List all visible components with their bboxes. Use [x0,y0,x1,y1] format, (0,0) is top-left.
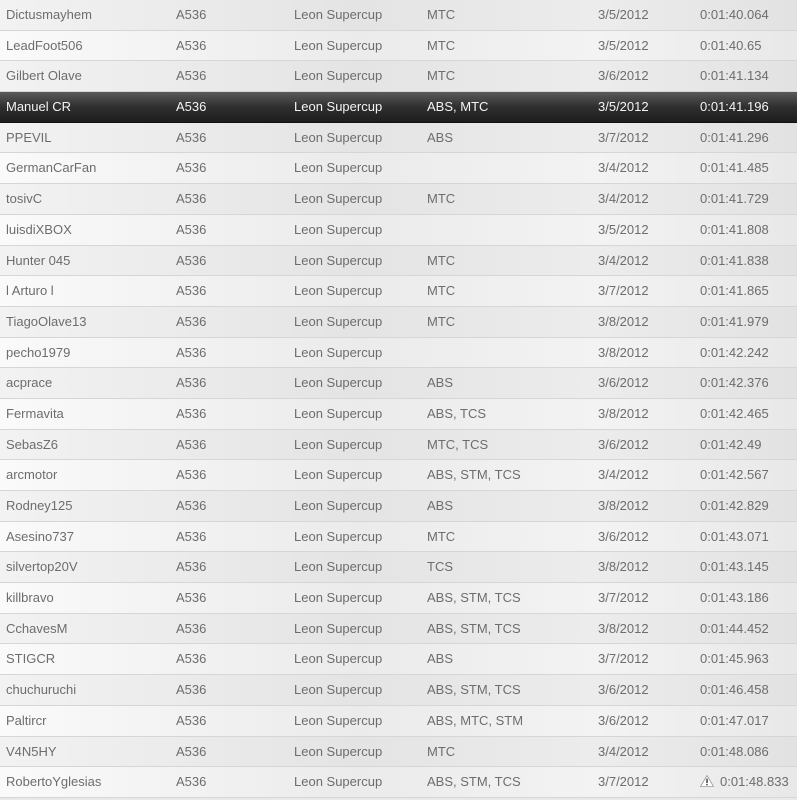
track-name: Leon Supercup [294,191,383,207]
player-name: Gilbert Olave [6,68,82,84]
track-name: Leon Supercup [294,405,383,421]
car-class: A536 [176,68,207,84]
car-class: A536 [176,99,207,115]
table-row[interactable] [0,706,797,737]
assists: MTC [427,252,456,268]
table-row[interactable] [0,123,797,154]
warning-icon [700,775,714,787]
table-row[interactable] [0,246,797,277]
track-name: Leon Supercup [294,99,383,115]
table-row[interactable] [0,491,797,522]
assists: ABS, STM, TCS [427,682,521,698]
player-name: STIGCR [6,651,56,667]
lap-time: 0:01:42.376 [700,375,769,391]
player-name: PPEVIL [6,129,52,145]
lap-date: 3/6/2012 [598,528,649,544]
car-class: A536 [176,283,207,299]
table-row[interactable] [0,737,797,768]
lap-date: 3/6/2012 [598,682,649,698]
assists: ABS, MTC [427,99,489,115]
lap-time: 0:01:42.242 [700,344,769,360]
car-class: A536 [176,37,207,53]
lap-time: 0:01:43.186 [700,590,769,606]
player-name: chuchuruchi [6,682,77,698]
lap-date: 3/6/2012 [598,68,649,84]
lap-time: 0:01:42.49 [700,436,762,452]
player-name: acprace [6,375,53,391]
player-name: Dictusmayhem [6,7,92,22]
player-name: silvertop20V [6,559,78,575]
car-class: A536 [176,528,207,544]
player-name: LeadFoot506 [6,37,83,53]
lap-time [700,767,797,797]
assists: ABS [427,651,454,667]
lap-time: 0:01:42.567 [700,467,769,483]
track-name: Leon Supercup [294,129,383,145]
player-name: SebasZ6 [6,436,59,452]
player-name: Paltircr [6,712,47,728]
track-name: Leon Supercup [294,344,383,360]
table-row[interactable] [0,399,797,430]
track-name: Leon Supercup [294,37,383,53]
assists: TCS [427,559,453,575]
lap-time: 0:01:41.196 [700,99,769,115]
assists: ABS, STM, TCS [427,467,521,483]
table-row[interactable] [0,0,797,31]
lap-date: 3/6/2012 [598,436,649,452]
track-name: Leon Supercup [294,682,383,698]
track-name: Leon Supercup [294,712,383,728]
lap-time-value: 0:01:48.833 [720,774,789,790]
player-name: arcmotor [6,467,58,483]
lap-time: 0:01:40.064 [700,7,769,22]
lap-date: 3/5/2012 [598,99,649,115]
car-class: A536 [176,160,207,176]
track-name: Leon Supercup [294,375,383,391]
track-name: Leon Supercup [294,252,383,268]
assists: MTC [427,528,456,544]
track-name: Leon Supercup [294,283,383,299]
lap-date: 3/6/2012 [598,375,649,391]
car-class: A536 [176,7,207,22]
car-class: A536 [176,344,207,360]
track-name: Leon Supercup [294,774,383,790]
car-class: A536 [176,313,207,329]
lap-date: 3/4/2012 [598,252,649,268]
lap-time: 0:01:42.829 [700,498,769,513]
assists: MTC [427,283,456,299]
lap-time: 0:01:41.134 [700,68,769,84]
assists: ABS [427,129,454,145]
track-name: Leon Supercup [294,68,383,84]
car-class: A536 [176,221,207,237]
assists: MTC [427,7,456,22]
lap-time: 0:01:41.296 [700,129,769,145]
assists: ABS, STM, TCS [427,774,521,790]
lap-time: 0:01:42.465 [700,405,769,421]
car-class: A536 [176,682,207,698]
table-row[interactable] [0,31,797,62]
lap-date: 3/5/2012 [598,7,649,22]
lap-date: 3/8/2012 [598,344,649,360]
lap-date: 3/7/2012 [598,590,649,606]
lap-time: 0:01:43.145 [700,559,769,575]
table-row[interactable] [0,460,797,491]
assists: ABS, STM, TCS [427,620,521,636]
track-name: Leon Supercup [294,559,383,575]
car-class: A536 [176,712,207,728]
car-class: A536 [176,405,207,421]
lap-time: 0:01:48.086 [700,743,769,759]
assists: ABS [427,498,454,513]
car-class: A536 [176,436,207,452]
lap-date: 3/8/2012 [598,620,649,636]
lap-date: 3/4/2012 [598,467,649,483]
track-name: Leon Supercup [294,436,383,452]
table-row[interactable] [0,92,797,123]
player-name: Hunter 045 [6,252,71,268]
lap-time: 0:01:41.865 [700,283,769,299]
table-row[interactable] [0,368,797,399]
car-class: A536 [176,252,207,268]
table-row[interactable] [0,644,797,675]
lap-time: 0:01:47.017 [700,712,769,728]
assists: ABS, MTC, STM [427,712,524,728]
lap-date: 3/8/2012 [598,313,649,329]
assists [427,215,587,245]
track-name: Leon Supercup [294,498,383,513]
lap-date: 3/8/2012 [598,405,649,421]
car-class: A536 [176,590,207,606]
lap-time: 0:01:43.071 [700,528,769,544]
car-class: A536 [176,651,207,667]
lap-date: 3/6/2012 [598,712,649,728]
lap-date: 3/8/2012 [598,559,649,575]
assists: ABS, STM, TCS [427,590,521,606]
track-name: Leon Supercup [294,7,383,22]
player-name: l Arturo l [6,283,54,299]
assists: MTC [427,313,456,329]
track-name: Leon Supercup [294,313,383,329]
car-class: A536 [176,129,207,145]
car-class: A536 [176,375,207,391]
lap-time: 0:01:41.979 [700,313,769,329]
assists: MTC [427,37,456,53]
lap-time: 0:01:40.65 [700,37,762,53]
lap-date: 3/7/2012 [598,774,649,790]
table-row[interactable] [0,614,797,645]
car-class: A536 [176,620,207,636]
table-row[interactable] [0,338,797,369]
lap-time: 0:01:45.963 [700,651,769,667]
assists: ABS, TCS [427,405,487,421]
table-row[interactable] [0,184,797,215]
table-row[interactable] [0,276,797,307]
car-class: A536 [176,743,207,759]
car-class: A536 [176,467,207,483]
lap-date: 3/7/2012 [598,283,649,299]
table-row[interactable] [0,522,797,553]
lap-date: 3/7/2012 [598,129,649,145]
assists: MTC, TCS [427,436,489,452]
table-row[interactable] [0,552,797,583]
player-name: Rodney125 [6,498,73,513]
player-name: RobertoYglesias [6,774,102,790]
car-class: A536 [176,191,207,207]
car-class: A536 [176,498,207,513]
track-name: Leon Supercup [294,743,383,759]
assists [427,338,587,368]
lap-time: 0:01:41.485 [700,160,769,176]
lap-date: 3/4/2012 [598,191,649,207]
table-row[interactable] [0,675,797,706]
player-name: CchavesM [6,620,68,636]
table-row[interactable] [0,430,797,461]
assists: MTC [427,743,456,759]
lap-date: 3/5/2012 [598,37,649,53]
table-row[interactable] [0,215,797,246]
assists: MTC [427,191,456,207]
track-name: Leon Supercup [294,590,383,606]
table-row[interactable] [0,307,797,338]
lap-date: 3/5/2012 [598,221,649,237]
lap-date: 3/8/2012 [598,498,649,513]
assists: ABS [427,375,454,391]
track-name: Leon Supercup [294,467,383,483]
track-name: Leon Supercup [294,160,383,176]
lap-time: 0:01:41.729 [700,191,769,207]
player-name: Asesino737 [6,528,74,544]
table-row[interactable] [0,767,797,798]
lap-date: 3/7/2012 [598,651,649,667]
car-class: A536 [176,774,207,790]
assists [427,153,587,183]
table-row[interactable] [0,61,797,92]
player-name: Manuel CR [6,99,72,115]
lap-date: 3/4/2012 [598,743,649,759]
player-name: killbravo [6,590,54,606]
player-name: Fermavita [6,405,64,421]
track-name: Leon Supercup [294,651,383,667]
track-name: Leon Supercup [294,620,383,636]
track-name: Leon Supercup [294,528,383,544]
lap-time: 0:01:41.808 [700,221,769,237]
lap-time: 0:01:44.452 [700,620,769,636]
lap-time: 0:01:46.458 [700,682,769,698]
lap-time: 0:01:41.838 [700,252,769,268]
player-name: V4N5HY [6,743,57,759]
player-name: tosivC [6,191,43,207]
player-name: luisdiXBOX [6,221,72,237]
table-row[interactable] [0,583,797,614]
player-name: TiagoOlave13 [6,313,87,329]
car-class: A536 [176,559,207,575]
track-name: Leon Supercup [294,221,383,237]
assists: MTC [427,68,456,84]
player-name: pecho1979 [6,344,71,360]
player-name: GermanCarFan [6,160,97,176]
lap-date: 3/4/2012 [598,160,649,176]
table-row[interactable] [0,153,797,184]
